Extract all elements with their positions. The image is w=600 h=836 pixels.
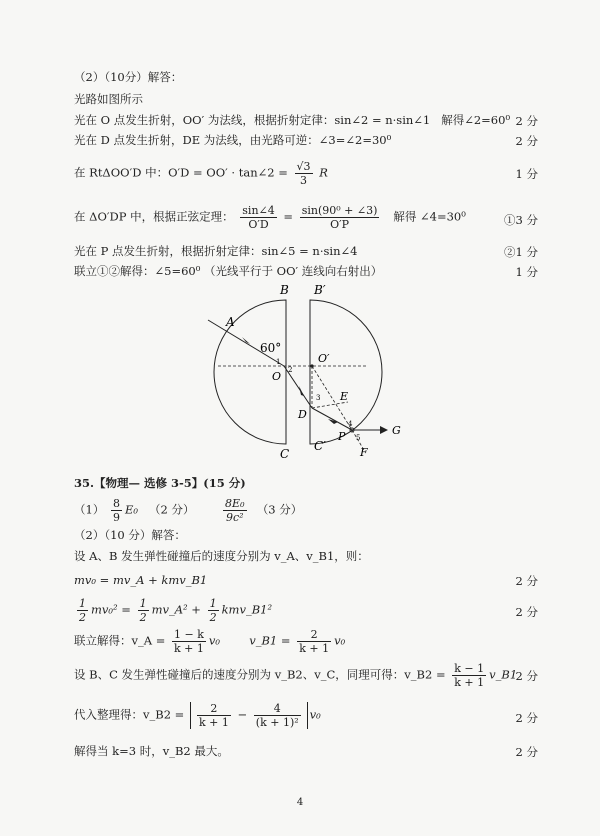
label-angle-3: 3 <box>316 394 321 402</box>
eq-solve2 <box>74 662 517 689</box>
solve1-t2: v₀ <box>334 633 346 648</box>
solve1-mid: v_B1 = <box>249 633 291 648</box>
score-energy: 2 分 <box>515 605 538 619</box>
sine-lhs: 在 ΔO′DP 中，根据正弦定理： <box>74 209 234 224</box>
solve2-frac <box>452 662 486 689</box>
exit-arrow <box>380 426 388 434</box>
sine-law-line: 在 ΔO′DP 中，根据正弦定理： $\frac{\sin\angle 4}{O'D}$ = $\frac{\text{sin(90⁰ + ∠3)}}{O'P}$ 解得 ∠4=30⁰ <box>74 204 466 231</box>
label-C-prime: C′ <box>314 439 326 453</box>
eq-final: 解得当 k=3 时，v_B2 最大。 <box>74 744 229 758</box>
energy-term1: mv₀² = <box>91 602 131 617</box>
solve2-frac-den: k + 1 <box>454 676 485 689</box>
sub-minus: − <box>237 707 248 722</box>
score-O: 2 分 <box>515 114 538 128</box>
sine-frac2-num: sin(90⁰ + ∠3) <box>301 204 378 217</box>
eq-substitute <box>74 702 321 729</box>
solve2-frac-num: k − 1 <box>454 662 485 675</box>
solve2-text: 设 B、C 发生弹性碰撞后的速度分别为 v_B2、v_C，同理可得：v_B2 = <box>74 667 446 682</box>
sine-frac1-den: O′D <box>248 218 269 231</box>
refracted-ray-2 <box>312 408 352 430</box>
eq-solve1 <box>74 628 345 655</box>
q35-frac1-tail: E₀ <box>124 502 138 517</box>
sine-frac2-den: O′P <box>330 218 349 231</box>
solve2-tail: v_B1 <box>489 667 518 682</box>
rt-rhs: R <box>319 165 328 180</box>
q35-score2: （3 分） <box>256 502 303 517</box>
refraction-D-line: 光在 D 点发生折射，DE 为法线，由光路可逆：∠3=∠2=30⁰ <box>74 133 392 147</box>
right-semicircle <box>310 300 382 444</box>
light-path-diagram <box>198 280 418 460</box>
q35-part1-prefix: （1） <box>74 502 105 517</box>
refraction-O-text: 光在 O 点发生折射，OO′ 为法线，根据折射定律：sin∠2 = n·sin∠1 <box>74 113 431 127</box>
q35-frac2 <box>223 497 246 524</box>
right-triangle-line <box>74 160 328 187</box>
energy-half-2-den: 2 <box>139 611 147 624</box>
energy-half-3 <box>208 597 219 624</box>
eq-momentum: mv₀ = mv_A + kmv_B1 <box>74 573 208 587</box>
solve1-frac2-num: 2 <box>297 628 331 642</box>
energy-half-1-den: 2 <box>79 611 86 624</box>
score-solve2: 2 分 <box>515 669 538 683</box>
q35-frac1-num: 8 <box>112 497 120 510</box>
eq-energy <box>74 597 272 624</box>
energy-half-2 <box>138 597 149 624</box>
q35-part2-header: （2）（10 分）解答： <box>74 528 186 542</box>
label-B: B <box>280 283 289 297</box>
sine-frac-1 <box>240 204 276 231</box>
q35-frac1 <box>111 497 122 524</box>
sine-result: 解得 ∠4=30⁰ <box>393 209 466 224</box>
combine-line: 联立①②解得：∠5=60⁰ （光线平行于 OO′ 连线向右射出） <box>74 264 383 278</box>
solve1-lhs: 联立解得：v_A = <box>74 633 166 648</box>
page-number: 4 <box>296 797 304 808</box>
solve1-frac2-den: k + 1 <box>299 642 330 655</box>
label-B-prime: B′ <box>314 283 326 297</box>
energy-half-1-num: 1 <box>79 597 86 610</box>
refraction-P-line: 光在 P 点发生折射，根据折射定律：sin∠5 = n·sin∠4 <box>74 244 358 258</box>
label-G: G <box>392 424 401 437</box>
sub-lhs: 代入整理得：v_B2 = <box>74 707 185 722</box>
score-rt: 1 分 <box>515 167 538 181</box>
rt-fraction <box>295 160 313 187</box>
energy-half-2-num: 1 <box>139 597 147 610</box>
sub-tail: v₀ <box>309 707 321 722</box>
q35-score1: （2 分） <box>148 502 195 517</box>
sine-frac-2 <box>300 204 380 231</box>
label-C: C <box>280 447 290 460</box>
label-A: A <box>226 315 235 329</box>
sine-frac1-num: sin∠4 <box>242 204 275 217</box>
label-E: E <box>340 390 349 403</box>
solve1-frac1-num: 1 − k <box>174 628 204 641</box>
q35-header: 35.【物理— 选修 3-5】(15 分) <box>74 476 246 490</box>
score-momentum: 2 分 <box>515 574 538 588</box>
label-angle-5: 5 <box>356 434 361 442</box>
sub-frac1-den: k + 1 <box>198 716 229 729</box>
label-angle-4: 4 <box>348 420 353 428</box>
label-angle-2: 2 <box>288 366 293 374</box>
energy-term3: kmv_B1² <box>221 602 273 617</box>
score-sine: ①3 分 <box>504 213 538 227</box>
refraction-O-result: 解得∠2=60⁰ <box>441 113 511 127</box>
solve1-frac2 <box>297 628 331 655</box>
sub-frac2-den: (k + 1)² <box>255 716 299 729</box>
sub-frac1-num: 2 <box>197 702 231 716</box>
rt-frac-num: √3 <box>296 160 311 173</box>
refraction-O-line <box>74 113 510 127</box>
q35-part1 <box>74 497 302 524</box>
solve1-frac1-den: k + 1 <box>174 642 204 655</box>
label-O-prime: O′ <box>318 352 330 365</box>
q35-assume: 设 A、B 发生弹性碰撞后的速度分别为 v_A、v_B1，则： <box>74 549 369 563</box>
energy-term2: mv_A² + <box>151 602 201 617</box>
score-substitute: 2 分 <box>515 711 538 725</box>
label-angle: 60° <box>260 341 282 355</box>
q35-frac1-den: 9 <box>112 511 120 524</box>
sub-frac2-num: 4 <box>254 702 301 716</box>
label-angle-1: 1 <box>276 358 281 366</box>
label-D: D <box>298 408 307 421</box>
point-O-prime <box>310 364 313 367</box>
label-F: F <box>360 446 368 459</box>
sub-frac2 <box>254 702 301 729</box>
label-O: O <box>272 370 282 383</box>
q35-frac2-num: 8E₀ <box>225 497 245 510</box>
score-final: 2 分 <box>515 745 538 759</box>
score-combine: 1 分 <box>515 265 538 279</box>
q35-frac2-den: 9c² <box>225 511 244 524</box>
rt-frac-den: 3 <box>300 174 308 187</box>
part2-header: （2）（10分）解答： <box>74 70 183 84</box>
solve1-t1: v₀ <box>208 633 220 648</box>
light-path-note: 光路如图所示 <box>74 92 143 106</box>
score-D: 2 分 <box>515 134 538 148</box>
energy-half-1 <box>77 597 88 624</box>
solve1-frac1 <box>172 628 206 655</box>
score-P: ②1 分 <box>504 245 538 259</box>
label-P: P <box>338 430 346 443</box>
energy-half-3-num: 1 <box>209 597 217 610</box>
sub-bracket <box>190 702 308 729</box>
sub-frac1 <box>197 702 231 729</box>
energy-half-3-den: 2 <box>209 611 217 624</box>
refracted-arrow-1 <box>299 386 304 396</box>
rt-lhs: 在 RtΔOO′D 中：O′D = OO′ · tan∠2 = <box>74 165 288 180</box>
